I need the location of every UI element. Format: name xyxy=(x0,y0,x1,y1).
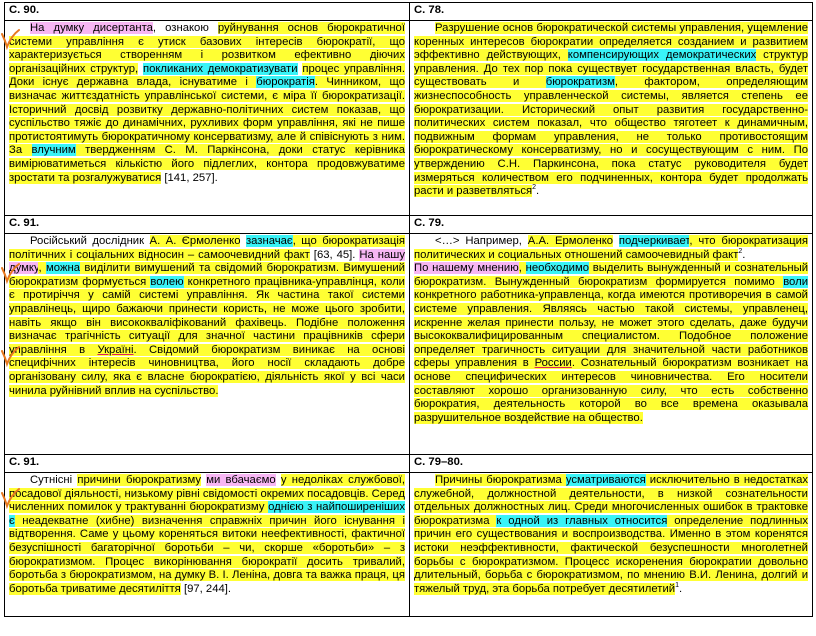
text-segment: , xyxy=(38,262,47,275)
text-segment: [63, 45]. xyxy=(309,248,360,261)
text-segment: воли xyxy=(783,275,808,288)
text-segment: <…> Например, xyxy=(435,235,528,247)
right-paragraph-2 xyxy=(414,235,808,425)
text-segment: , що бюрократизація політичних і соціальних відносин – самоочевидний факт xyxy=(9,235,406,261)
right-page-ref-3: С. 79–80. xyxy=(410,455,813,473)
text-segment: необходимо xyxy=(525,262,590,275)
text-segment: По нашему мнению xyxy=(414,262,519,275)
text-segment: у недоліках службової, посадової діяльності, низькому рівні свідомості окремих посадовців. Серед численних помилок у трактуванні бюрократизму xyxy=(9,474,406,514)
header-row-1 xyxy=(5,3,813,21)
check-mark-icon-3 xyxy=(0,345,22,367)
text-segment: , ознакою xyxy=(152,22,218,34)
check-mark-icon-1 xyxy=(0,28,22,50)
right-text-cell-1 xyxy=(410,21,813,216)
text-segment: исключительно в недостатках служебной, должностной деятельности, в низкой сознательности отдельных должностных лиц. Среди многочисленных ошибок в трактовке бюрократизма xyxy=(414,474,808,527)
text-segment: зазначає xyxy=(245,235,293,247)
text-segment: усматриваются xyxy=(565,474,646,486)
text-segment: Україні xyxy=(97,343,134,356)
right-text-cell-3 xyxy=(410,473,813,617)
left-text-cell-3 xyxy=(5,473,410,617)
text-segment: Разрушение основ бюрократической системы управления, ущемление коренных интересов бюрократии определяется созданием и развитием эффективно действующих, xyxy=(414,22,808,62)
text-segment: [141, 257]. xyxy=(161,171,218,184)
text-segment: конкретного працівника-управлінця, коли є протиріччя у самій системі управління. Як частина такої системи управлінець, щиро бажаючи принести користь, не може цього зробити, навіть якщо він висококваліфікований фахівець. Подібне положення визначає трагічність ситуації для значної частини працівників сфери управління в xyxy=(9,275,405,356)
text-segment: России xyxy=(534,357,572,370)
text-segment: Сутнісні xyxy=(30,474,78,486)
text-segment: . xyxy=(742,248,746,261)
text-segment: А.А. Ермоленко xyxy=(527,235,614,247)
text-row-1 xyxy=(5,21,813,216)
text-segment: А. А. Єрмоленко xyxy=(149,235,241,247)
text-segment: бюрократизм xyxy=(545,76,615,89)
text-segment: бюрократія xyxy=(256,76,315,89)
text-segment: 2 xyxy=(738,247,743,255)
text-segment: [97, 244]. xyxy=(180,582,232,595)
left-text-cell-1 xyxy=(5,21,410,216)
text-segment: 2 xyxy=(532,184,537,192)
text-segment: . xyxy=(536,185,540,198)
comparison-table xyxy=(4,2,813,617)
text-segment: , фактором, определяющим жизнеспособность управленческой системы, является степень ее бюрократизации. Исторический опыт развития государственно-политических систем показал, что общество тяготеет к динамичным, подвижным формам управления, не только противостоящим бюрократическому консерватизму, но и сосуществующим с ним. По утверждению С.Н. Паркинсона, пока статус руководителя будет измеряться количеством его подчиненных, контора будет продолжать расти и разветвляться xyxy=(414,76,808,198)
text-segment: можна xyxy=(46,262,81,275)
text-segment: . Сознательный бюрократизм возникает на основе специфических интересов чиновничества. Его носители составляют хорошо организованную силу, что есть собственно бюрократия, деятельность которой во все времена оказывала разрушительное воздействие на общество. xyxy=(414,357,808,424)
right-page-ref-2: С. 79. xyxy=(410,216,813,234)
text-segment: конкретного работника-управленца, когда имеются противоречия в самой системе управления. Являясь частью такой системы, управленец, искренне желая принести пользу, не может этого сделать, даже будучи высококвалифицированным специалистом. Подобное положение определяет трагичность ситуации для значительной части работников сферы управления в xyxy=(414,289,808,370)
left-paragraph-1 xyxy=(9,22,405,185)
text-segment: ми вбачаємо xyxy=(206,474,276,486)
text-segment: . Чинником, що визначає життєздатність управлінської системи, є міра її бюрократизації. Історичний досвід розвитку державно-політичних систем показав, що суспільство тяжіє до динамічних, рухливих форм управління, які не пише протистоятимуть бюрократичному консерватизму, але й співіснують з ним. За xyxy=(9,76,405,157)
left-page-ref-3: С. 91. xyxy=(5,455,410,473)
text-segment: причини бюрократизму xyxy=(77,474,202,486)
text-segment: структур управления. До тех пор пока существует государственная власть, будет существовать и xyxy=(414,49,808,89)
text-segment: однією з найпоширеніших є xyxy=(9,501,405,527)
left-page-ref-2: С. 91. xyxy=(5,216,410,234)
right-text-cell-2 xyxy=(410,234,813,455)
text-segment: 1 xyxy=(675,581,679,589)
text-segment: Причины бюрократизма xyxy=(435,474,566,486)
left-page-ref-1: С. 90. xyxy=(5,3,410,21)
text-segment: компенсирующих демократических xyxy=(567,49,757,62)
text-segment: , xyxy=(518,262,526,275)
text-segment: Російський дослідник xyxy=(30,235,150,247)
right-page-ref-1: С. 78. xyxy=(410,3,813,21)
text-segment: покликаних демократизувати xyxy=(142,62,298,75)
text-segment: определение подлинных причин его существования и воспроизводства. Именно в этом коренятся истоки неэффективности, фактической безуспешности многолетней борьбы с бюрократизмом. Процесс искоренения бюрократии довольно длительный, борьба с бюрократизмом, по мнению В.И. Ленина, долгий и тяжелый труд, эта борьба потребует десятилетий xyxy=(414,514,808,595)
text-segment: . xyxy=(678,582,683,595)
left-text-cell-2 xyxy=(5,234,410,455)
text-segment: неадекватне (хибне) визначення справжніх причин його існування і відтворення. Саме у цьому кореняться витоки неефективності, фактичної безуспішності багаторічної боротьби – чи, скорше «боротьби» – з бюрократизмом. Процес викорінювання бюрократії досить тривалий, боротьба з бюрократизмом, на думку В. І. Леніна, довга та важка праця, ця боротьба триватиме десятиліття xyxy=(9,514,405,595)
text-segment: . Свідомий бюрократизм виникає на основі специфічних інтересів чиновництва, його носії складають добре організовану силу, яка є власне бюрократією, діяльність якої у всі часи чинила руйнівний вплив на суспільство. xyxy=(9,343,405,397)
right-paragraph-1 xyxy=(414,22,808,199)
header-row-3 xyxy=(5,455,813,473)
left-paragraph-2 xyxy=(9,235,405,398)
text-segment: к одной из главных относится xyxy=(496,514,668,527)
check-mark-icon-4 xyxy=(0,487,22,509)
text-segment: влучним xyxy=(31,144,76,157)
text-segment: виділити вимушений та свідомий бюрократизм. Вимушений бюрократизм формується xyxy=(9,262,405,288)
left-paragraph-3 xyxy=(9,474,405,596)
text-segment: твердженням С. М. Паркінсона, доки статус керівника вимірюватиметься кількістю його підлеглих, контора продовжуватиме зростати та розгалужуватися xyxy=(9,144,405,184)
text-segment: руйнування основ бюрократичної системи управління є утиск базових інтересів бюрократії, що характеризується створенням і розвитком ефективно діючих організаційних структур, xyxy=(9,22,405,75)
text-segment: волею xyxy=(150,275,184,288)
text-segment: выделить вынужденный и сознательный бюрократизм. Вынужденный бюрократизм формируется помимо xyxy=(414,262,808,288)
text-segment: подчеркивает xyxy=(618,235,690,247)
text-segment: На думку дисертанта xyxy=(30,22,153,34)
check-mark-icon-2 xyxy=(0,262,22,284)
text-row-3 xyxy=(5,473,813,617)
header-row-2 xyxy=(5,216,813,234)
text-row-2 xyxy=(5,234,813,455)
text-segment: На нашу думку xyxy=(9,248,406,275)
right-paragraph-3 xyxy=(414,474,808,596)
text-segment: , что бюрократизация политических и социальных отношений самоочевидный факт xyxy=(414,235,808,261)
text-segment: процес управління. Доки існує державна влада, існуватиме і xyxy=(9,62,405,89)
